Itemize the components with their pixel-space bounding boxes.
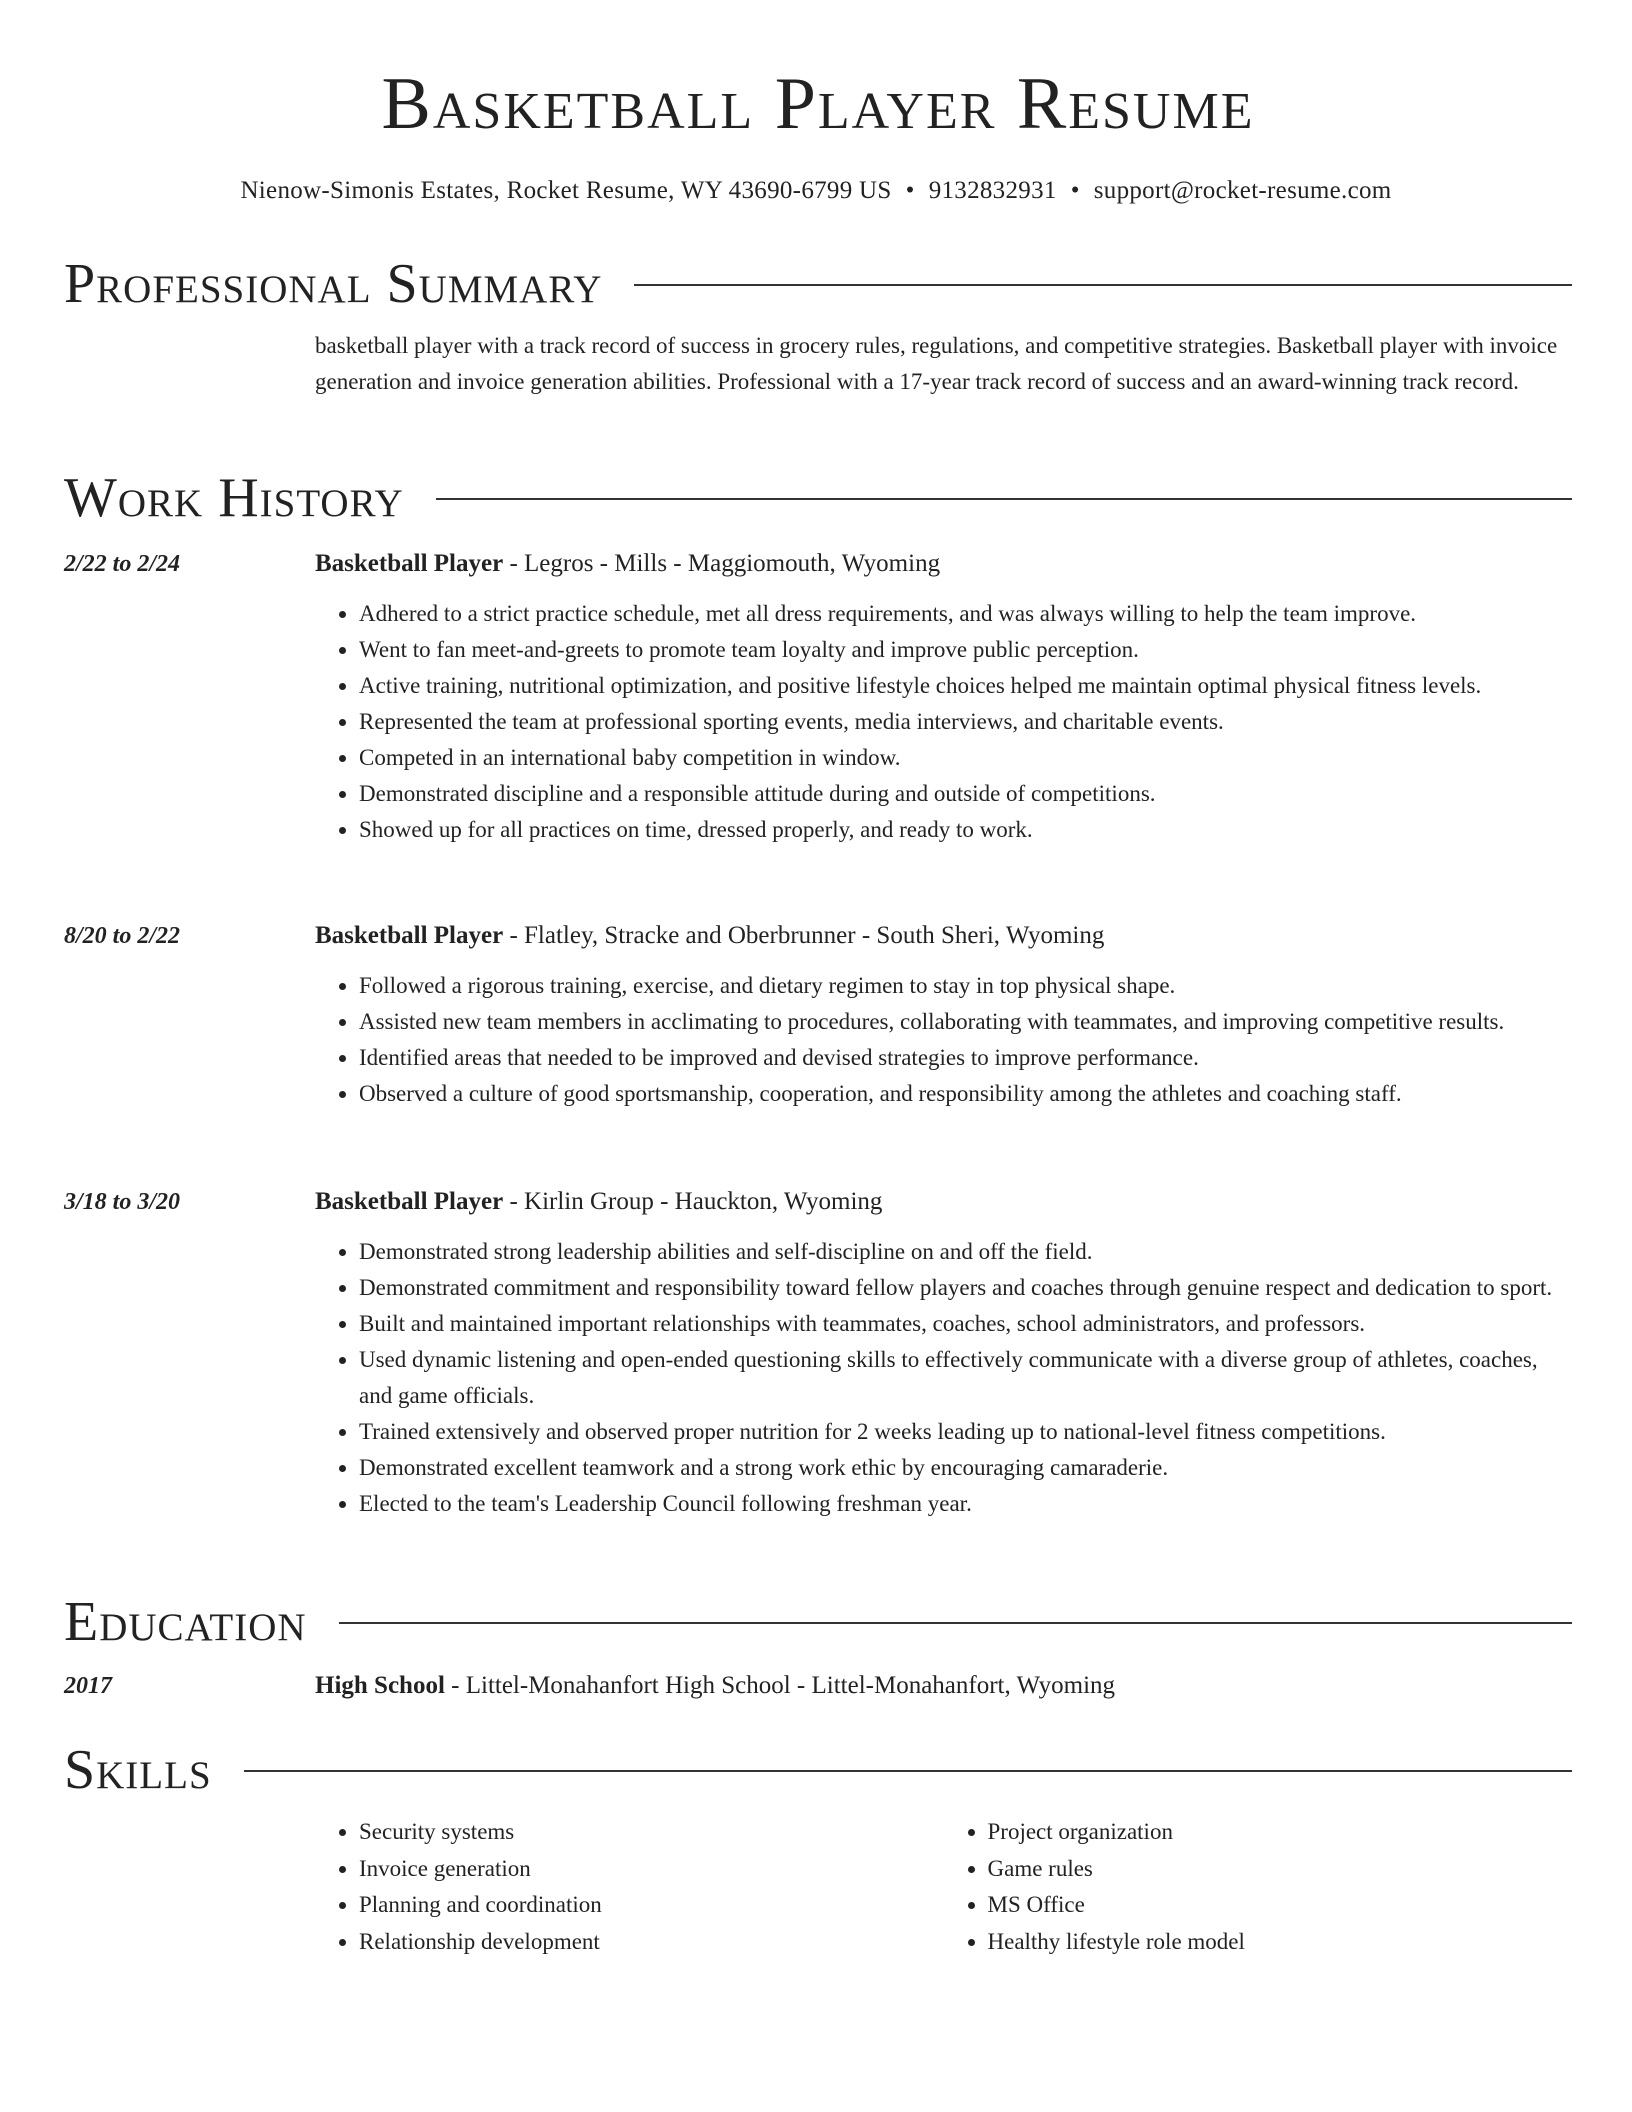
job-details: - Flatley, Stracke and Oberbrunner - South Sheri, Wyoming — [503, 922, 1105, 949]
skills-column-right — [944, 1814, 1573, 1960]
list-item: • Assisted new team members in acclimating to procedures, collaborating with teammates, and improving competitive results. — [359, 1004, 1572, 1040]
summary-text: basketball player with a track record of success in grocery rules, regulations, and competitive strategies. Basketball player with invoice generation and invoice generation abilities. Professional with a 17-year track record of success and an award-winning track record. — [315, 333, 1558, 394]
list-item: • Planning and coordination — [359, 1887, 944, 1924]
section-divider — [436, 498, 1572, 500]
section-title: Work History — [64, 467, 404, 529]
list-item: • Demonstrated excellent teamwork and a strong work ethic by encouraging camaraderie. — [359, 1450, 1572, 1486]
section-header — [64, 466, 1572, 530]
list-item: • Represented the team at professional sporting events, media interviews, and charitable events. — [359, 704, 1572, 740]
job-heading — [315, 918, 1572, 954]
education-details: - Littel-Monahanfort High School - Littel-Monahanfort, Wyoming — [444, 1672, 1116, 1699]
contact-address: Nienow-Simonis Estates, Rocket Resume, WY 43690-6799 US — [240, 177, 892, 204]
list-item: • Game rules — [988, 1851, 1573, 1888]
job-dates: 8/20 to 2/22 — [64, 923, 181, 949]
list-item: • Went to fan meet-and-greets to promote team loyalty and improve public perception. — [359, 632, 1572, 668]
list-item: • Built and maintained important relationships with teammates, coaches, school administrators, and professors. — [359, 1306, 1572, 1342]
contact-phone: 9132832931 — [928, 177, 1057, 204]
education-year: 2017 — [64, 1673, 112, 1699]
list-item: • Healthy lifestyle role model — [988, 1924, 1573, 1961]
contact-email: support@rocket-resume.com — [1093, 177, 1392, 204]
list-item: • Competed in an international baby competition in window. — [359, 740, 1572, 776]
contact-separator: • — [1070, 177, 1080, 204]
list-item: • Demonstrated commitment and responsibility toward fellow players and coaches through genuine respect and dedication to sport. — [359, 1270, 1572, 1306]
job-role: Basketball Player — [315, 550, 504, 577]
list-item: • Showed up for all practices on time, dressed properly, and ready to work. — [359, 812, 1572, 848]
work-history-section — [64, 466, 1572, 530]
list-item: • Trained extensively and observed proper nutrition for 2 weeks leading up to national-level fitness competitions. — [359, 1414, 1572, 1450]
job-bullets — [315, 596, 1572, 848]
job-bullets — [315, 968, 1572, 1112]
list-item: • Used dynamic listening and open-ended questioning skills to effectively communicate with a diverse group of athletes, coaches, and game officials. — [359, 1342, 1572, 1414]
job-entry — [64, 1184, 1572, 1522]
contact-line — [0, 174, 1632, 208]
skills-grid — [315, 1814, 1572, 1960]
job-heading — [315, 546, 1572, 582]
job-dates: 3/18 to 3/20 — [64, 1189, 181, 1215]
list-item: • Followed a rigorous training, exercise, and dietary regimen to stay in top physical shape. — [359, 968, 1572, 1004]
summary-section — [64, 252, 1572, 400]
resume-title: Basketball Player Resume — [381, 63, 1255, 145]
list-item: • Active training, nutritional optimization, and positive lifestyle choices helped me maintain optimal physical fitness levels. — [359, 668, 1572, 704]
list-item: • Observed a culture of good sportsmanship, cooperation, and responsibility among the athletes and coaching staff. — [359, 1076, 1572, 1112]
section-divider — [634, 284, 1572, 286]
education-heading — [315, 1668, 1572, 1704]
list-item: • Relationship development — [359, 1924, 944, 1961]
section-header — [64, 1738, 1572, 1802]
job-heading — [315, 1184, 1572, 1220]
job-role: Basketball Player — [315, 922, 504, 949]
list-item: • Demonstrated strong leadership abilities and self-discipline on and off the field. — [359, 1234, 1572, 1270]
job-entry — [64, 546, 1572, 848]
job-details: - Kirlin Group - Hauckton, Wyoming — [503, 1188, 883, 1215]
education-degree: High School — [315, 1672, 445, 1699]
section-title: Professional Summary — [64, 253, 603, 315]
list-item: • Adhered to a strict practice schedule, met all dress requirements, and was always willing to help the team improve. — [359, 596, 1572, 632]
job-role: Basketball Player — [315, 1188, 504, 1215]
contact-separator: • — [905, 177, 915, 204]
section-header — [64, 1590, 1572, 1654]
list-item: • Demonstrated discipline and a responsible attitude during and outside of competitions. — [359, 776, 1572, 812]
list-item: • Invoice generation — [359, 1851, 944, 1888]
skills-section — [64, 1738, 1572, 1960]
list-item: • Security systems — [359, 1814, 944, 1851]
section-header — [64, 252, 1572, 316]
list-item: • Identified areas that needed to be improved and devised strategies to improve performance. — [359, 1040, 1572, 1076]
education-section — [64, 1590, 1572, 1704]
section-title: Education — [64, 1591, 307, 1653]
section-divider — [244, 1770, 1572, 1772]
education-entry — [64, 1668, 1572, 1704]
skills-column-left — [315, 1814, 944, 1960]
job-entry — [64, 918, 1572, 1112]
section-title: Skills — [64, 1739, 212, 1801]
list-item: • Project organization — [988, 1814, 1573, 1851]
section-divider — [339, 1622, 1572, 1624]
job-details: - Legros - Mills - Maggiomouth, Wyoming — [503, 550, 941, 577]
job-bullets — [315, 1234, 1572, 1522]
list-item: • Elected to the team's Leadership Council following freshman year. — [359, 1486, 1572, 1522]
list-item: • MS Office — [988, 1887, 1573, 1924]
job-dates: 2/22 to 2/24 — [64, 551, 181, 577]
